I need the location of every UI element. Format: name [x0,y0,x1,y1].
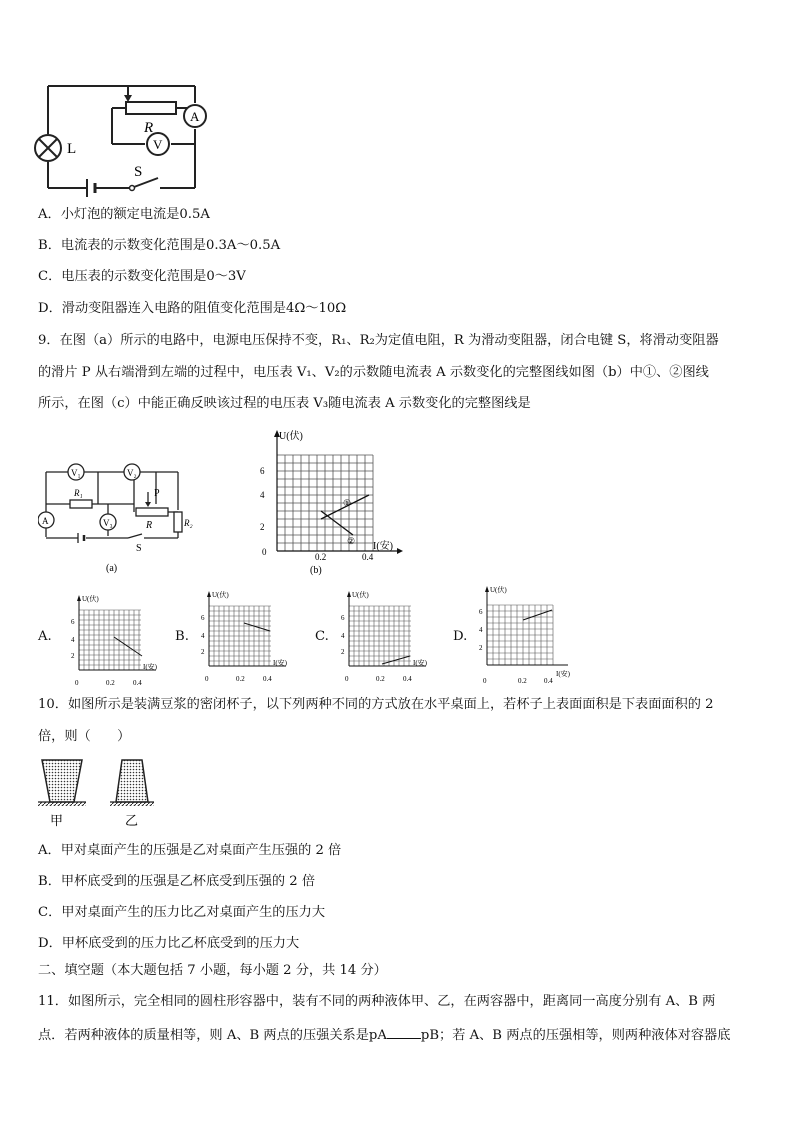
q9-option-c-letter: C. [315,629,329,644]
fig-a-v3: V₃ [103,518,113,528]
q8-option-d [38,301,346,317]
q11-stem-line2 [38,1026,730,1044]
q11-pa: pA [368,1028,387,1043]
opt-c-xtick-02: 0.2 [376,675,385,683]
switch-label: S [134,164,143,180]
fig-b-ytick-4: 4 [260,490,265,500]
q8-option-c [38,269,246,285]
q8-option-c-letter: C． [38,269,62,284]
q9-option-b-letter: B. [175,629,189,644]
q11-line2-post: ；若 A、B 两点的压强相等，则两种液体对容器底 [439,1028,731,1043]
opt-a-ylabel: U(伏) [82,595,99,603]
opt-d-ytick-2: 2 [479,644,483,652]
q8-option-b-text: 电流表的示数变化范围是0.3A～0.5A [60,238,281,253]
q11-stem-line1: 11．如图所示，完全相同的圆柱形容器中，装有不同的两种液体甲、乙，在两容器中，距离同一高度分别有 A、B 两 [38,994,716,1009]
voltmeter-label: V [153,137,163,152]
opt-a-xtick-02: 0.2 [106,679,115,687]
q8-option-a-text: 小灯泡的额定电流是0.5A [60,207,210,222]
q8-option-b-letter: B． [38,238,61,253]
fig-b-ytick-0: 0 [262,547,267,557]
fig-a-caption: (a) [106,563,118,574]
q8-option-d-letter: D． [38,301,62,316]
q9-option-d-letter: D. [453,629,468,644]
q8-option-a [38,207,210,223]
fig-b-line1-label: ① [343,498,352,508]
q9-option-c-graph [330,588,450,686]
q10-option-a-letter: A． [38,843,61,858]
opt-d-ytick-6: 6 [479,608,483,616]
fig-a-v2: V₂ [127,468,137,478]
q10-stem-line1: 10．如图所示是装满豆浆的密闭杯子，以下列两种不同的方式放在水平桌面上，若杯子上表面面积是下表面面积的 2 [38,697,714,712]
q8-option-b [38,238,280,254]
q9-option-d-graph [468,583,588,687]
opt-c-ytick-2: 2 [341,648,345,656]
opt-b-xtick-02: 0.2 [236,675,245,683]
q10-option-b-text: 甲杯底受到的压强是乙杯底受到压强的 2 倍 [60,874,316,889]
q10-option-d-letter: D． [38,936,62,951]
q9-stem-line3: 所示，在图（c）中能正确反映该过程的电压表 V₃随电流表 A 示数变化的完整图线是 [38,396,531,411]
opt-d-ytick-4: 4 [479,626,483,634]
q10-option-d [38,936,299,952]
q10-option-c [38,905,325,921]
opt-d-ylabel: U(伏) [490,586,507,594]
q9-graph-figure-b [252,425,412,577]
q10-option-a [38,843,341,859]
ammeter-label: A [190,109,200,124]
q9-stem-line1: 9．在图（a）所示的电路中，电源电压保持不变，R₁、R₂为定值电阻，R 为滑动变阻器，闭合电键 S，将滑动变阻器 [38,333,719,348]
fig-b-xlabel: I(安) [373,541,393,552]
opt-c-ytick-6: 6 [341,614,345,622]
opt-c-xlabel: I(安) [413,659,427,667]
q10-stem-line2: 倍，则（ ） [38,729,131,744]
cup-yi-label: 乙 [125,814,139,829]
fig-a-a: A [42,516,49,526]
opt-c-ylabel: U(伏) [352,591,369,599]
q11-line2-pre: 点．若两种液体的质量相等，则 A、B 两点的压强关系是 [38,1028,369,1043]
fig-b-ytick-6: 6 [260,466,265,476]
lamp-label: L [67,141,77,157]
opt-b-ytick-4: 4 [201,632,205,640]
fig-b-xtick-04: 0.4 [362,552,374,562]
opt-d-xtick-0: 0 [483,677,487,685]
opt-a-ytick-2: 2 [71,652,75,660]
opt-c-xtick-04: 0.4 [403,675,412,683]
q9-circuit-figure-a [38,452,198,574]
fig-a-v1: V₁ [71,468,81,478]
q8-circuit-figure [30,78,220,198]
opt-d-xtick-04: 0.4 [544,677,553,685]
fig-b-caption: (b) [310,565,322,576]
q9-option-a-graph [60,592,180,690]
fig-a-r: R [146,520,153,531]
fig-b-ytick-2: 2 [260,522,265,532]
fig-b-ylabel: U(伏) [279,431,303,442]
q10-option-b-letter: B． [38,874,61,889]
opt-b-ytick-6: 6 [201,614,205,622]
q10-cups-figure [36,756,166,830]
q9-option-a-letter: A. [38,629,52,644]
q9-option-b-graph [190,588,310,686]
section-2-heading: 二、填空题（本大题包括 7 小题，每小题 2 分，共 14 分） [38,963,387,978]
opt-a-xlabel: I(安) [143,663,157,671]
opt-b-xlabel: I(安) [273,659,287,667]
opt-b-xtick-04: 0.4 [263,675,272,683]
q10-option-b [38,874,315,890]
q8-option-d-text: 滑动变阻器连入电路的阻值变化范围是4Ω～10Ω [61,301,347,316]
opt-a-xtick-0: 0 [75,679,79,687]
q9-stem-line2: 的滑片 P 从右端滑到左端的过程中，电压表 V₁、V₂的示数随电流表 A 示数变化的完整图线如图（b）中①、②图线 [38,365,709,380]
opt-b-ylabel: U(伏) [212,591,229,599]
q10-option-c-letter: C． [38,905,62,920]
q11-pb: pB [420,1028,440,1043]
fig-a-s: S [136,543,142,554]
q10-option-c-text: 甲对桌面产生的压力比乙对桌面产生的压力大 [61,905,326,920]
q11-answer-blank[interactable] [387,1026,421,1039]
opt-a-xtick-04: 0.4 [133,679,142,687]
fig-a-p: P [154,488,160,499]
q8-option-a-letter: A． [38,207,61,222]
opt-b-xtick-0: 0 [205,675,209,683]
opt-c-xtick-0: 0 [345,675,349,683]
cup-jia-label: 甲 [50,814,64,829]
fig-b-line2-label: ② [347,536,356,546]
fig-a-r1: R₁ [74,488,83,498]
fig-a-r2: R₂ [184,518,193,528]
opt-a-ytick-4: 4 [71,636,75,644]
q8-option-c-text: 电压表的示数变化范围是0～3V [61,269,246,284]
fig-b-xtick-02: 0.2 [315,552,327,562]
resistor-label: R [144,120,154,136]
opt-b-ytick-2: 2 [201,648,205,656]
q10-option-a-text: 甲对桌面产生的压强是乙对桌面产生压强的 2 倍 [60,843,342,858]
opt-a-ytick-6: 6 [71,618,75,626]
opt-d-xtick-02: 0.2 [518,677,527,685]
q10-option-d-text: 甲杯底受到的压力比乙杯底受到的压力大 [61,936,300,951]
opt-c-ytick-4: 4 [341,632,345,640]
opt-d-xlabel: I(安) [556,670,570,678]
